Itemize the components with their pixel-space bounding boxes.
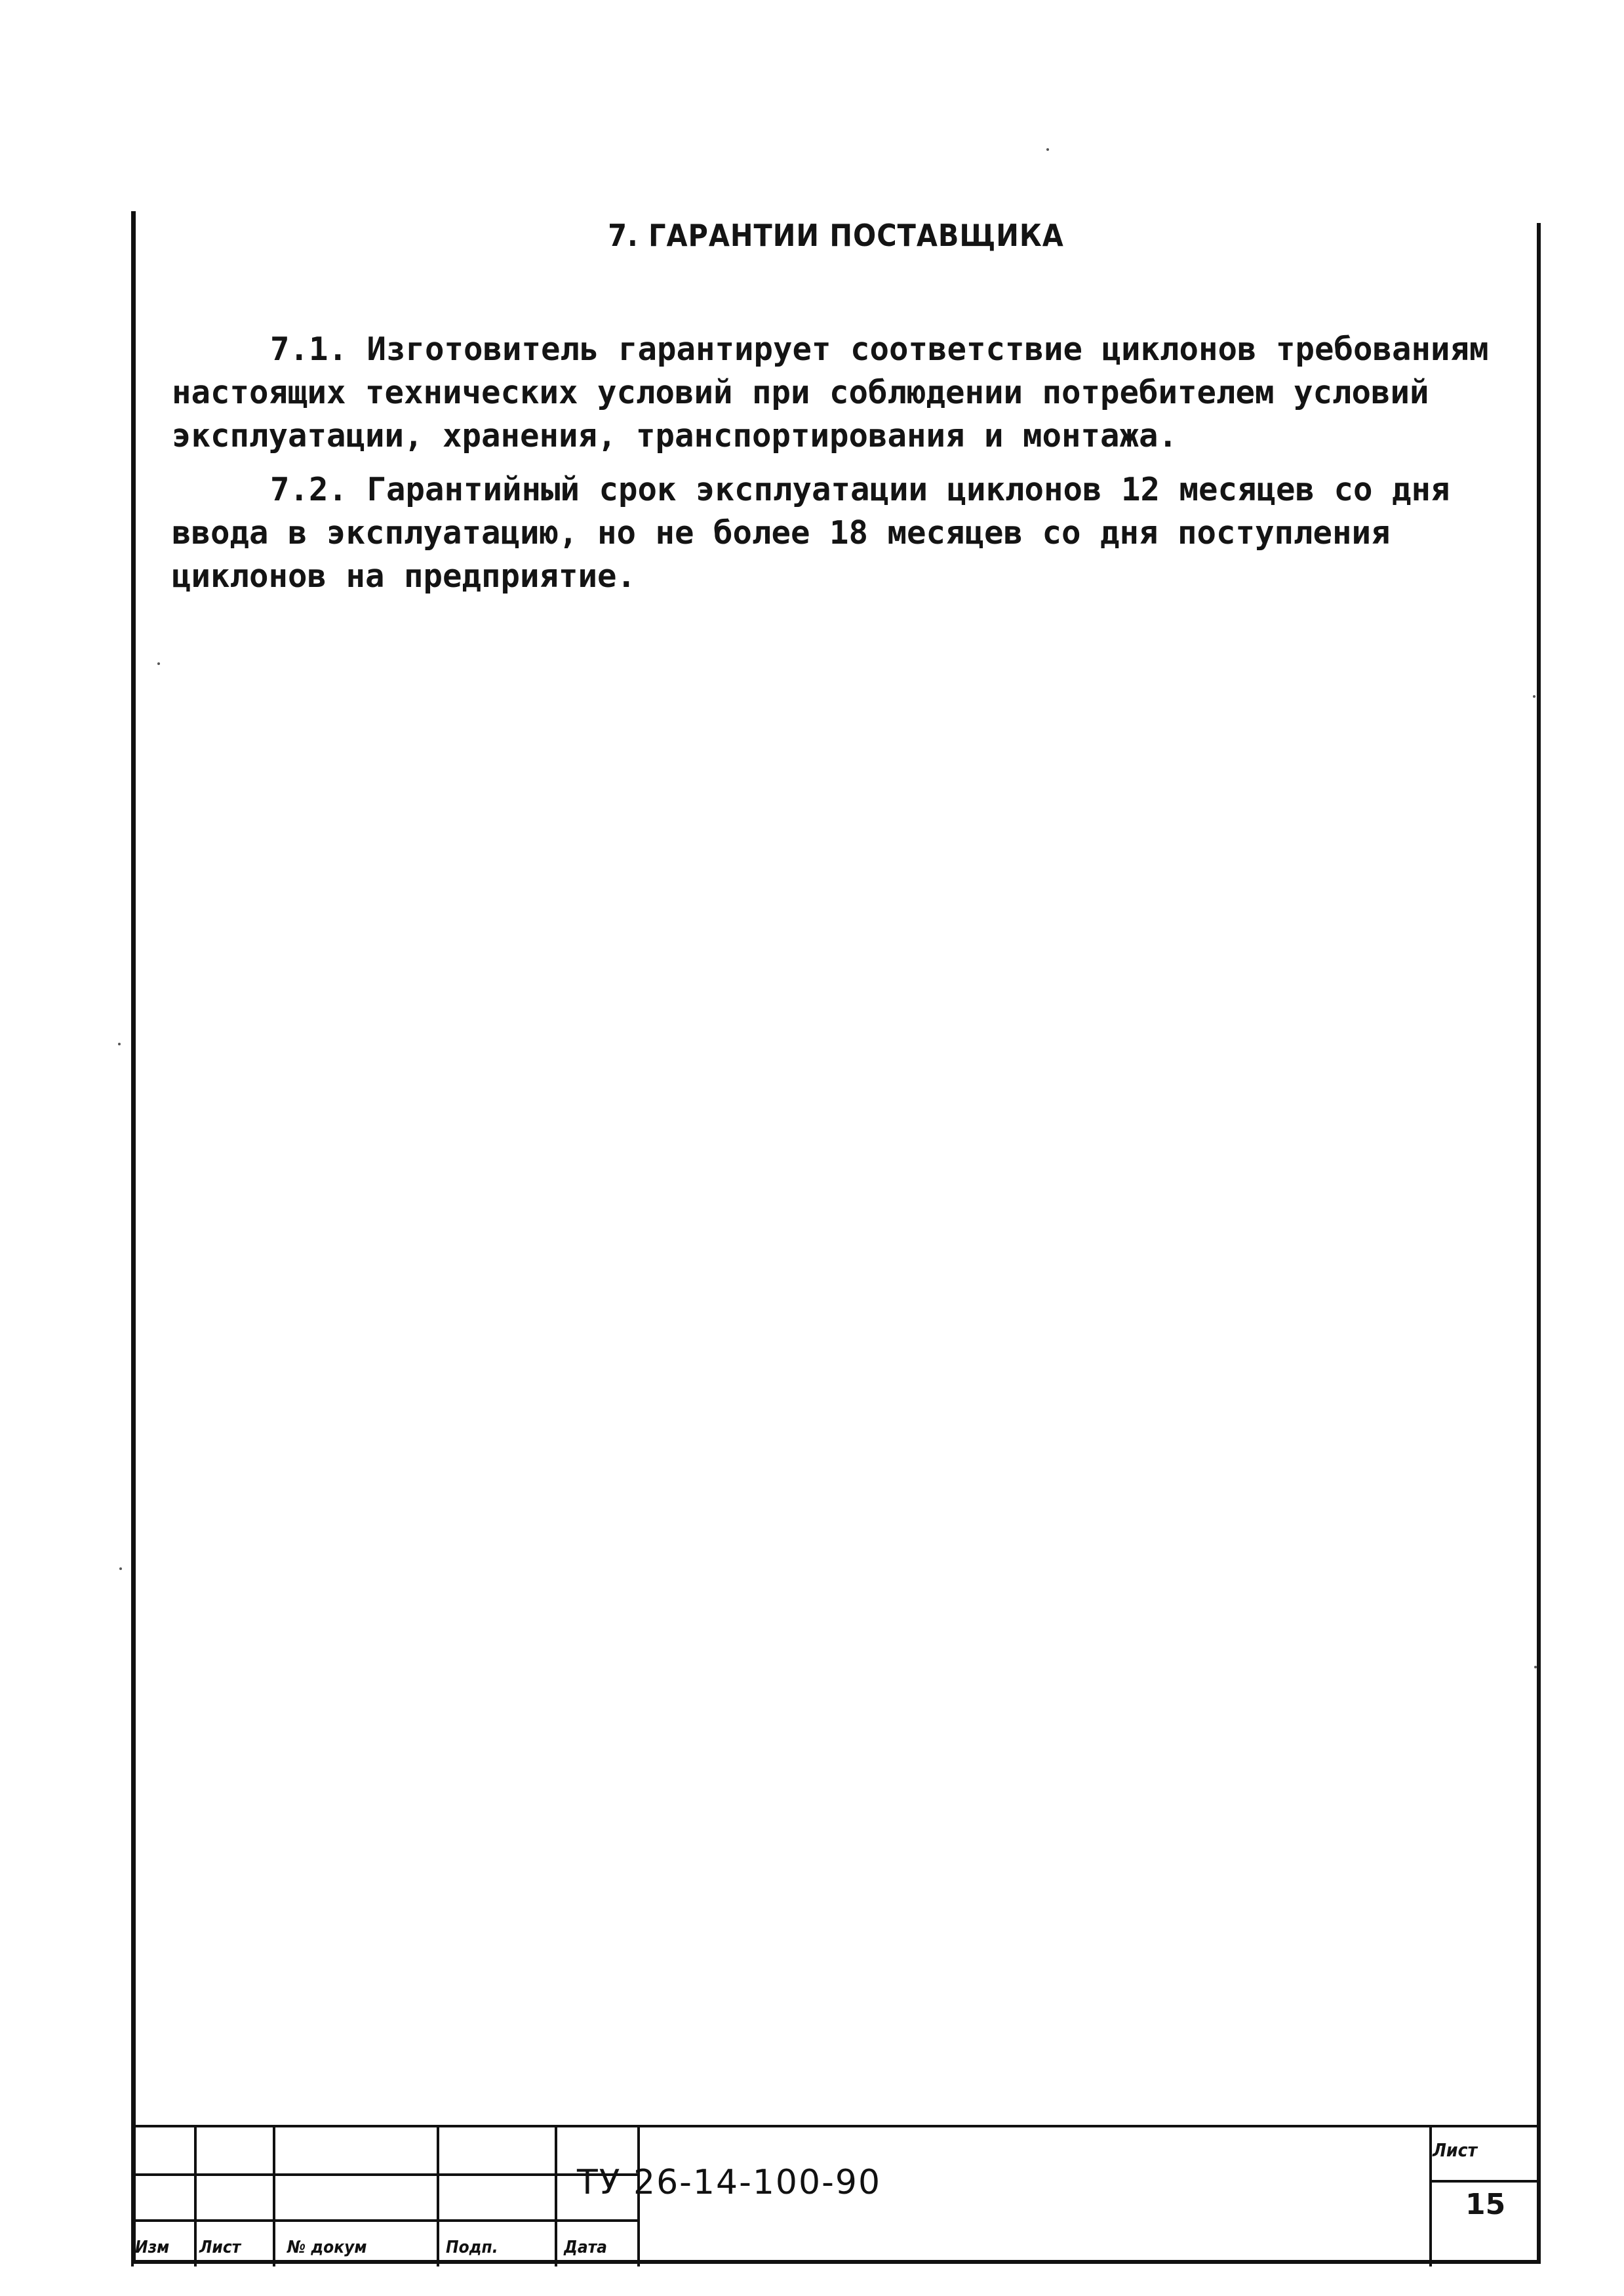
title-block-divider bbox=[555, 2127, 557, 2266]
scan-speck bbox=[157, 662, 160, 665]
label-change: Изм bbox=[135, 2238, 170, 2257]
scan-speck bbox=[118, 1043, 121, 1045]
sheet-box-line bbox=[1429, 2180, 1541, 2183]
title-block-row-line bbox=[131, 2173, 637, 2176]
frame-right-border bbox=[1537, 223, 1541, 2264]
label-sheet: Лист bbox=[199, 2238, 241, 2257]
section-title: 7. ГАРАНТИИ ПОСТАВЩИКА bbox=[608, 218, 1064, 253]
scan-speck bbox=[1533, 695, 1535, 698]
title-block-divider bbox=[437, 2127, 439, 2266]
title-block-divider bbox=[194, 2127, 197, 2266]
document-code: ТУ 26-14-100-90 bbox=[577, 2163, 882, 2202]
title-block-divider bbox=[131, 2127, 134, 2266]
sheet-number: 15 bbox=[1465, 2188, 1506, 2221]
title-block-row-line bbox=[131, 2219, 637, 2222]
paragraph-7-2: 7.2. Гарантийный срок эксплуатации циклонов 12 месяцев со дня ввода в эксплуатацию, но не более 18 месяцев со дня поступления циклонов на предприятие. bbox=[172, 471, 1450, 595]
sheet-label: Лист bbox=[1433, 2139, 1478, 2161]
paragraph-7-1: 7.1. Изготовитель гарантирует соответствие циклонов требованиям настоящих технических условий при соблюдении потребителем условий эксплуатации, хранения, транспортирования и монтажа. bbox=[172, 331, 1489, 454]
label-signature: Подп. bbox=[446, 2238, 498, 2257]
label-document-number: № докум bbox=[287, 2238, 367, 2257]
title-block-divider bbox=[273, 2127, 275, 2266]
scan-speck bbox=[119, 1567, 122, 1570]
scan-speck bbox=[1534, 1666, 1537, 1668]
title-block-divider bbox=[1429, 2127, 1432, 2266]
body-text bbox=[172, 328, 1522, 609]
label-date: Дата bbox=[564, 2238, 607, 2257]
scan-speck bbox=[1046, 148, 1049, 151]
frame-left-border bbox=[131, 211, 136, 2264]
